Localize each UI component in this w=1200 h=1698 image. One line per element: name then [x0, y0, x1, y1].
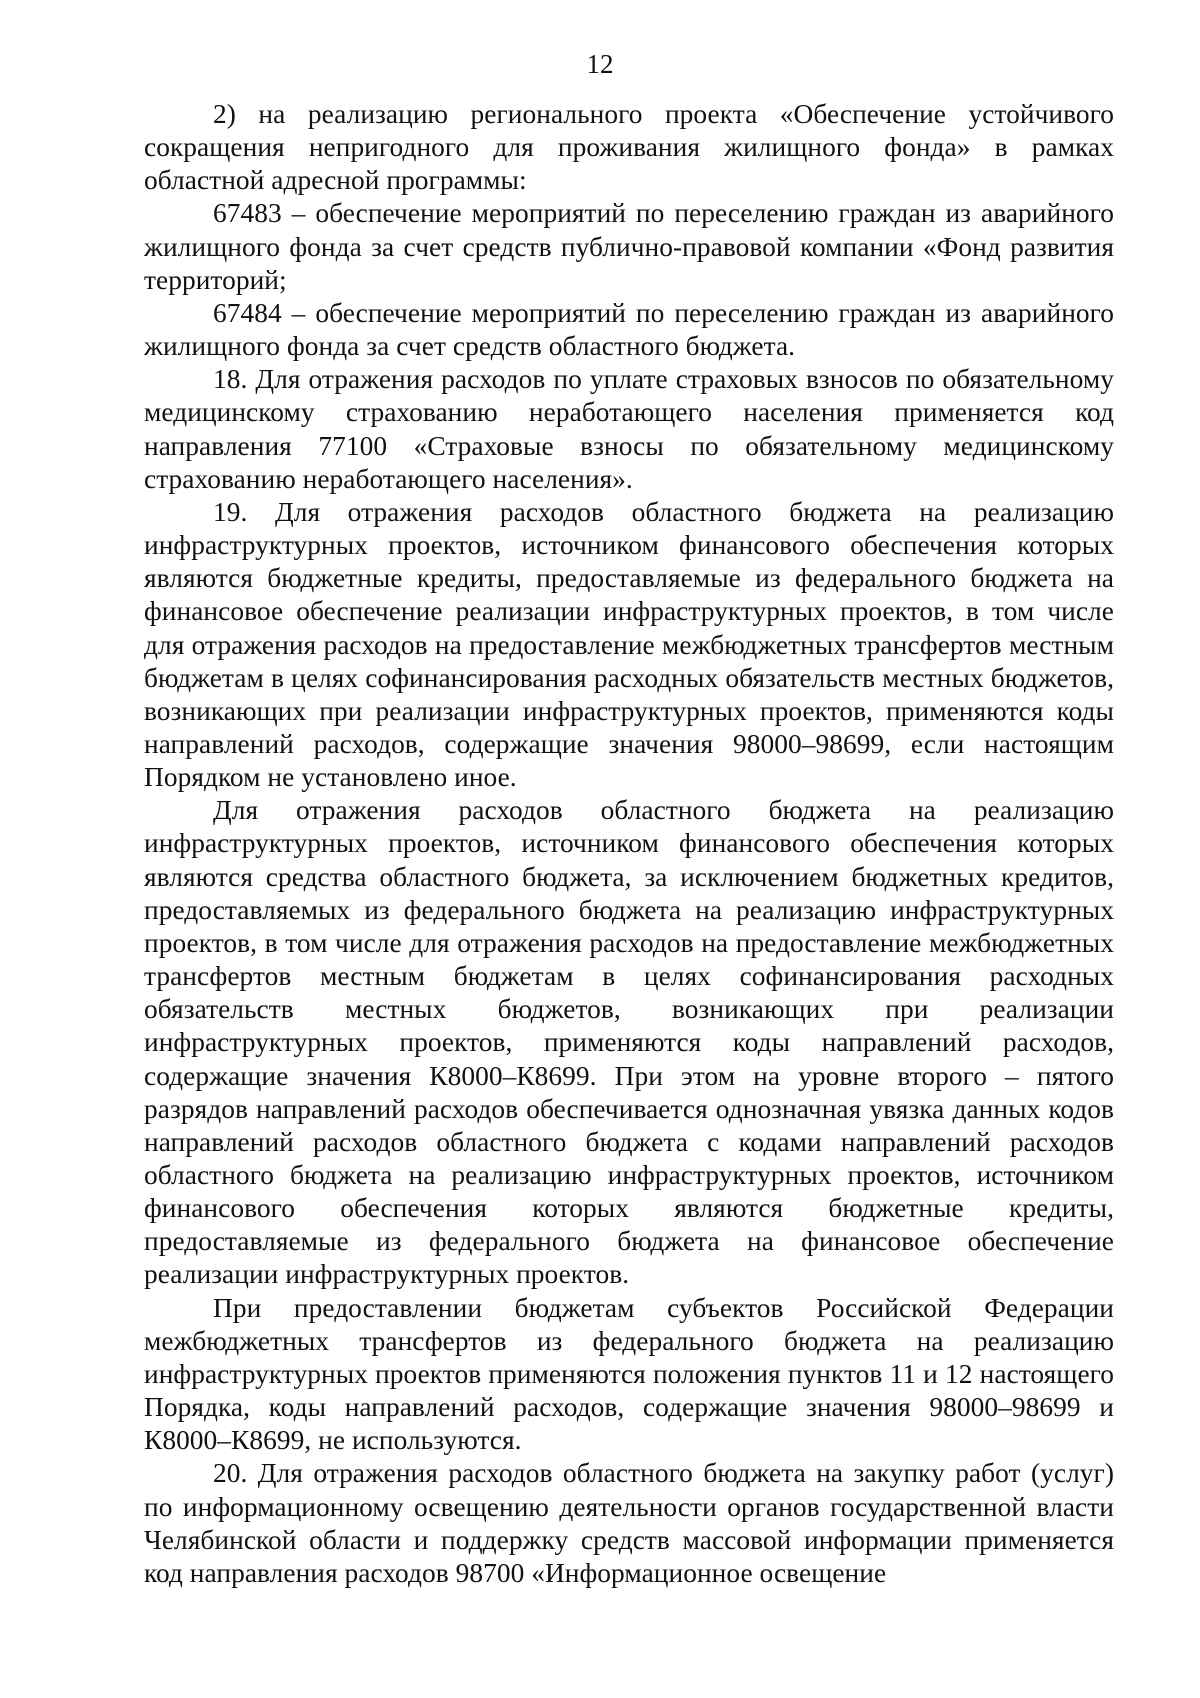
paragraph-code-67484: 67484 – обеспечение мероприятий по переселению граждан из аварийного жилищного фонда за счет средств областного бюджета. — [144, 297, 1114, 362]
paragraph-interbudget-transfers: При предоставлении бюджетам субъектов Российской Федерации межбюджетных трансфертов из федерального бюджета на реализацию инфраструктурных проектов применяются положения пунктов 11 и 12 настоящего Порядка, коды направлений расходов, содержащие значения 98000–98699 и К8000–К8699, не используются. — [144, 1292, 1114, 1456]
paragraph-infrastructure-regional-budget: Для отражения расходов областного бюджета на реализацию инфраструктурных проектов, источником финансового обеспечения которых являются средства областного бюджета, за исключением бюджетных кредитов, предоставляемых из федерального бюджета на реализацию инфраструктурных проектов, в том числе для отражения расходов на предоставление межбюджетных трансфертов местным бюджетам в целях софинансирования расходных обязательств местных бюджетов, возникающих при реализации инфраструктурных проектов, применяются коды направлений расходов, содержащие значения К8000–К8699. При этом на уровне второго – пятого разрядов направлений расходов обеспечивается однозначная увязка данных кодов направлений расходов областного бюджета с кодами направлений расходов областного бюджета на реализацию инфраструктурных проектов, источником финансового обеспечения которых являются бюджетные кредиты, предоставляемые из федерального бюджета на финансовое обеспечение реализации инфраструктурных проектов. — [144, 795, 1114, 1290]
paragraph-regional-project: 2) на реализацию регионального проекта «Обеспечение устойчивого сокращения непригодного для проживания жилищного фонда» в рамках областной адресной программы: — [144, 99, 1114, 196]
paragraph-code-67483: 67483 – обеспечение мероприятий по переселению граждан из аварийного жилищного фонда за счет средств публично-правовой компании «Фонд развития территорий; — [144, 198, 1114, 295]
document-body — [144, 98, 1114, 1590]
page-number: 12 — [586, 49, 614, 79]
paragraph-item-19: 19. Для отражения расходов областного бюджета на реализацию инфраструктурных проектов, источником финансового обеспечения которых являются бюджетные кредиты, предоставляемые из федерального бюджета на финансовое обеспечение реализации инфраструктурных проектов, в том числе для отражения расходов на предоставление межбюджетных трансфертов местным бюджетам в целях софинансирования расходных обязательств местных бюджетов, возникающих при реализации инфраструктурных проектов, применяются коды направлений расходов, содержащие значения 98000–98699, если настоящим Порядком не установлено иное. — [144, 496, 1114, 793]
paragraph-item-18: 18. Для отражения расходов по уплате страховых взносов по обязательному медицинскому страхованию неработающего населения применяется код направления 77100 «Страховые взносы по обязательному медицинскому страхованию неработающего населения». — [144, 364, 1114, 494]
paragraph-item-20: 20. Для отражения расходов областного бюджета на закупку работ (услуг) по информационному освещению деятельности органов государственной власти Челябинской области и поддержку средств массовой информации применяется код направления расходов 98700 «Информационное освещение — [144, 1458, 1114, 1588]
